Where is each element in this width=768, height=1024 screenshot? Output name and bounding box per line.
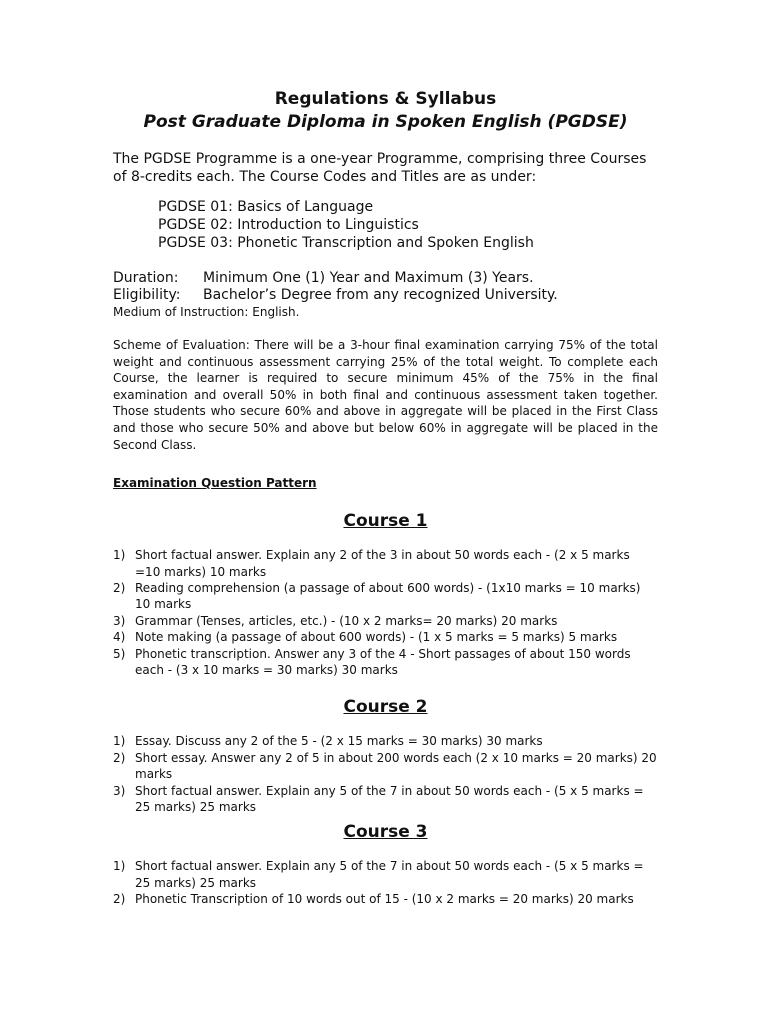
item-text: Short factual answer. Explain any 5 of the 7 in about 50 words each - (5 x 5 marks = 25 marks) 25 marks — [135, 783, 644, 815]
list-item — [113, 891, 658, 907]
course-code-list — [113, 198, 658, 252]
eligibility-value: Bachelor’s Degree from any recognized University. — [203, 287, 558, 303]
item-number: 5) — [113, 646, 126, 661]
document-page — [113, 88, 658, 908]
item-number: 4) — [113, 630, 126, 645]
medium-of-instruction: Medium of Instruction: English. — [113, 305, 300, 319]
course-2-heading: Course 2 — [343, 697, 428, 718]
course-1-heading: Course 1 — [343, 511, 428, 532]
item-text: Short factual answer. Explain any 5 of the 7 in about 50 words each - (5 x 5 marks = 25 marks) 25 marks — [135, 859, 644, 890]
item-number: 2) — [113, 580, 126, 595]
list-item — [113, 733, 658, 749]
item-number: 2) — [113, 892, 126, 907]
item-text: Grammar (Tenses, articles, etc.) - (10 x 2 marks= 20 marks) 20 marks — [135, 613, 558, 628]
list-item — [113, 750, 658, 783]
item-text: Note making (a passage of about 600 words) - (1 x 5 marks = 5 marks) 5 marks — [135, 630, 618, 645]
duration-row — [113, 270, 658, 287]
item-text: Short essay. Answer any 2 of 5 in about 200 words each (2 x 10 marks = 20 marks) 20 marks — [135, 750, 657, 782]
item-text: Reading comprehension (a passage of about 600 words) - (1x10 marks = 10 marks) 10 marks — [135, 580, 641, 612]
course-code-item: PGDSE 03: Phonetic Transcription and Spoken English — [158, 235, 534, 251]
item-text: Phonetic transcription. Answer any 3 of the 4 - Short passages of about 150 words each - (3 x 10 marks = 30 marks) 30 marks — [135, 646, 631, 677]
list-item — [113, 858, 658, 891]
item-number: 3) — [113, 783, 126, 798]
item-number: 1) — [113, 548, 126, 563]
course-2-question-list — [113, 733, 658, 815]
eligibility-row — [113, 287, 658, 304]
course-3-question-list — [113, 858, 658, 907]
eligibility-label: Eligibility: — [113, 287, 181, 303]
course-code-item: PGDSE 01: Basics of Language — [158, 199, 374, 215]
item-number: 3) — [113, 613, 126, 628]
item-text: Short factual answer. Explain any 2 of the 3 in about 50 words each - (2 x 5 marks =10 marks) 10 marks — [135, 548, 630, 579]
list-item — [113, 646, 658, 679]
item-number: 2) — [113, 750, 126, 765]
course-1-question-list — [113, 547, 658, 678]
course-3-heading: Course 3 — [343, 822, 428, 843]
item-number: 1) — [113, 734, 126, 749]
duration-label: Duration: — [113, 270, 179, 286]
list-item — [113, 547, 658, 580]
intro-paragraph: The PGDSE Programme is a one-year Programme, comprising three Courses of 8-credits each. The Course Codes and Titles are as under: — [113, 151, 647, 185]
item-text: Phonetic Transcription of 10 words out of 15 - (10 x 2 marks = 20 marks) 20 marks — [135, 892, 634, 907]
document-subtitle: Post Graduate Diploma in Spoken English (PGDSE) — [143, 112, 628, 132]
item-text: Essay. Discuss any 2 of the 5 - (2 x 15 marks = 30 marks) 30 marks — [135, 734, 543, 749]
document-title: Regulations & Syllabus — [274, 89, 497, 109]
list-item — [113, 580, 658, 613]
list-item — [113, 783, 658, 816]
programme-details — [113, 270, 658, 320]
course-code-item: PGDSE 02: Introduction to Linguistics — [158, 217, 419, 233]
list-item — [113, 613, 658, 629]
item-number: 1) — [113, 859, 126, 874]
list-item — [113, 629, 658, 645]
duration-value: Minimum One (1) Year and Maximum (3) Years. — [203, 270, 534, 286]
scheme-of-evaluation: Scheme of Evaluation: There will be a 3-hour final examination carrying 75% of the total weight and continuous assessment carrying 25% of the total weight. To complete each Course, the learner is required to secure minimum 45% of the 75% in the final examination and overall 50% in both final and continuous assessment taken together. Those students who secure 60% and above in aggregate will be placed in the First Class and those who secure 50% and above but below 60% in aggregate will be placed in the Second Class. — [113, 338, 658, 452]
exam-pattern-heading: Examination Question Pattern — [113, 476, 317, 491]
